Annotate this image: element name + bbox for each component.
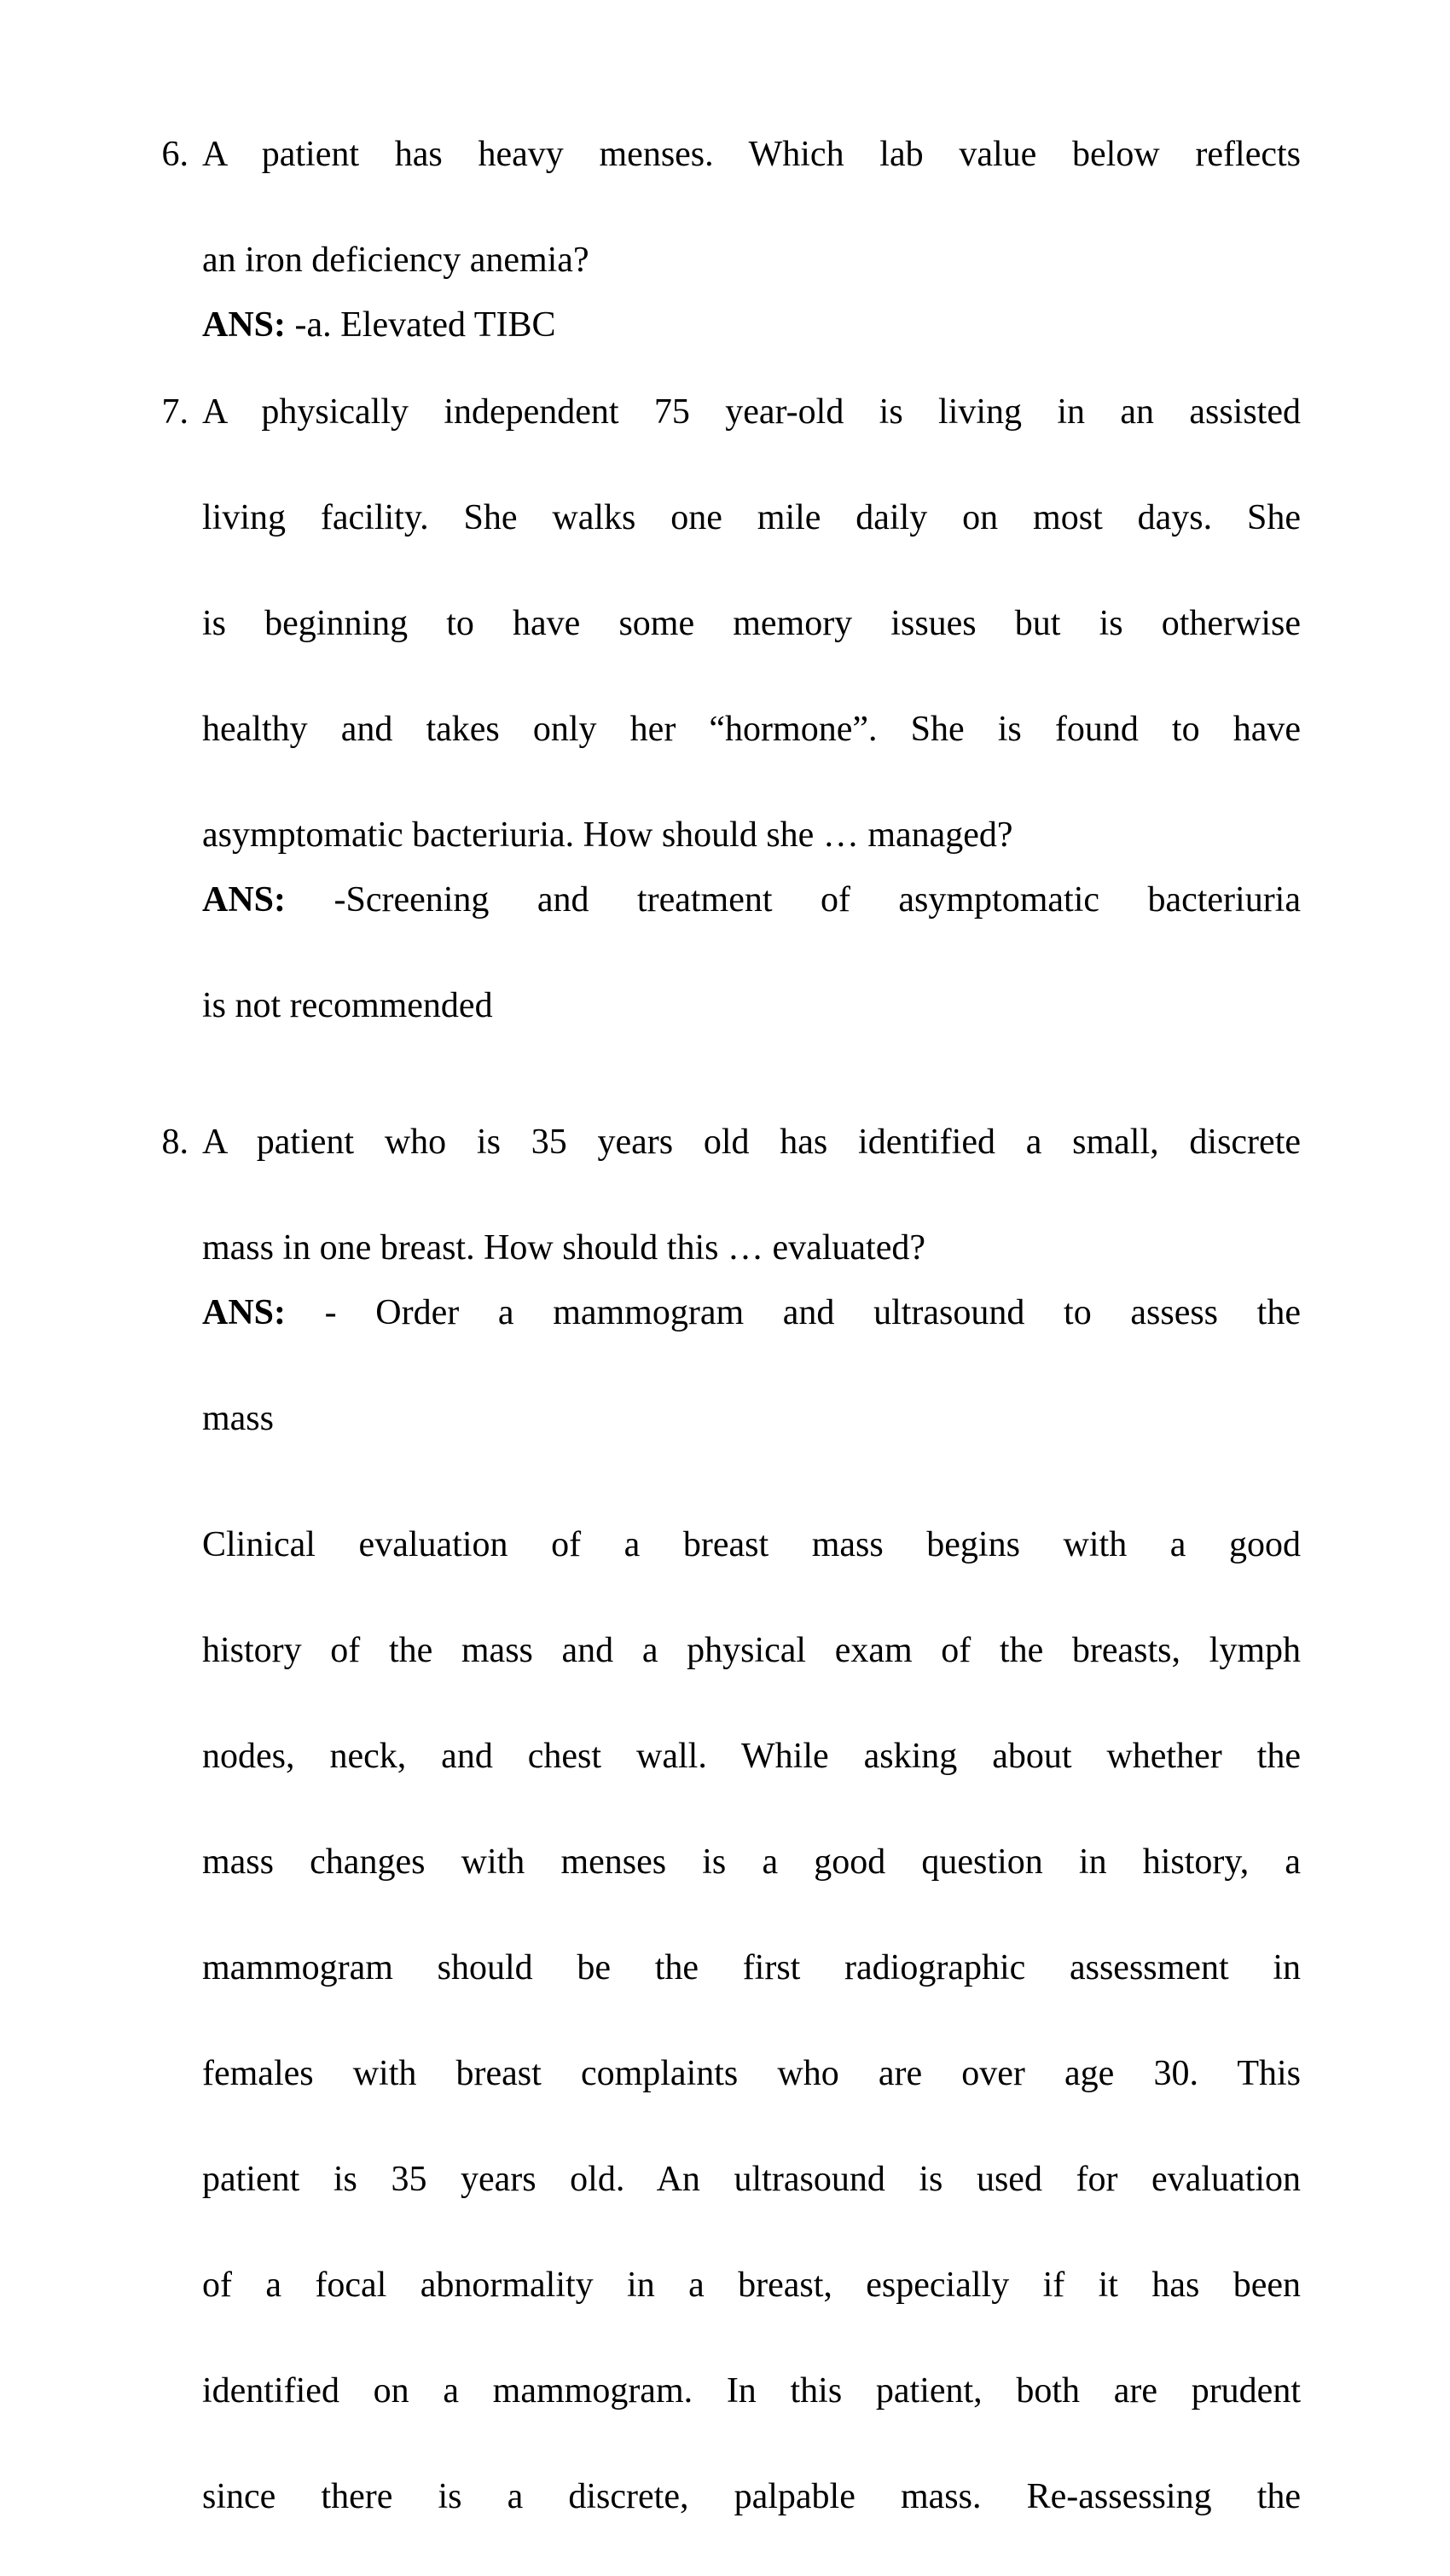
- explanation-line: Clinical evaluation of a breast mass begins with a good: [202, 1525, 1301, 1564]
- question-line: A patient has heavy menses. Which lab value below reflects: [202, 135, 1301, 174]
- answer-text: -a. Elevated TIBC: [294, 305, 556, 345]
- answer-text: - Order a mammogram and ultrasound to assess the: [324, 1293, 1301, 1332]
- question-item-6: [149, 128, 1301, 287]
- question-item-8: [149, 1116, 1301, 1274]
- explanation-paragraph: [149, 1518, 1301, 2576]
- answer-line: [202, 299, 1301, 351]
- question-line: A physically independent 75 year-old is living in an assisted: [202, 392, 1301, 432]
- explanation-line: mass changes with menses is a good question in history, a: [202, 1842, 1301, 1882]
- question-text-8: [202, 1116, 1301, 1274]
- answer-line: [202, 873, 1301, 979]
- question-text-6: [202, 128, 1301, 287]
- answer-block-6: [149, 299, 1301, 351]
- answer-block-7: [149, 873, 1301, 1032]
- explanation-line: mammogram should be the first radiographic assessment in: [202, 1948, 1301, 1987]
- answer-line: is not recommended: [202, 986, 493, 1025]
- answer-line: mass: [202, 1399, 274, 1438]
- spacer: [149, 1457, 1301, 1518]
- question-line: mass in one breast. How should this … evaluated?: [202, 1228, 925, 1268]
- question-line: A patient who is 35 years old has identified a small, discrete: [202, 1123, 1301, 1162]
- answer-text: -Screening and treatment of asymptomatic bacteriuria: [334, 880, 1301, 920]
- explanation-line: identified on a mammogram. In this patient, both are prudent: [202, 2371, 1301, 2411]
- page-content: [149, 128, 1301, 2576]
- spacer: [149, 363, 1301, 386]
- answer-label: ANS:: [202, 1293, 287, 1332]
- explanation-line: nodes, neck, and chest wall. While asking about whether the: [202, 1737, 1301, 1776]
- question-line: healthy and takes only her “hormone”. She is found to have: [202, 710, 1301, 749]
- question-number-7: 7.: [161, 392, 188, 432]
- question-text-7: [202, 386, 1301, 862]
- answer-label: ANS:: [202, 305, 287, 345]
- question-line: an iron deficiency anemia?: [202, 241, 589, 280]
- explanation-line: since there is a discrete, palpable mass. Re-assessing the: [202, 2477, 1301, 2516]
- question-item-7: [149, 386, 1301, 862]
- question-line: is beginning to have some memory issues but is otherwise: [202, 604, 1301, 643]
- question-line: living facility. She walks one mile daily on most days. She: [202, 498, 1301, 537]
- question-number-8: 8.: [161, 1123, 188, 1162]
- explanation-line: of a focal abnormality in a breast, especially if it has been: [202, 2266, 1301, 2305]
- answer-block-8: [149, 1286, 1301, 1445]
- question-number-6: 6.: [161, 135, 188, 174]
- answer-label: ANS:: [202, 880, 287, 920]
- explanation-line: females with breast complaints who are over age 30. This: [202, 2054, 1301, 2093]
- question-line: asymptomatic bacteriuria. How should she … managed?: [202, 815, 1013, 855]
- explanation-line: patient is 35 years old. An ultrasound is used for evaluation: [202, 2160, 1301, 2199]
- answer-line: [202, 1286, 1301, 1392]
- explanation-line: history of the mass and a physical exam of the breasts, lymph: [202, 1631, 1301, 1670]
- spacer: [149, 1044, 1301, 1116]
